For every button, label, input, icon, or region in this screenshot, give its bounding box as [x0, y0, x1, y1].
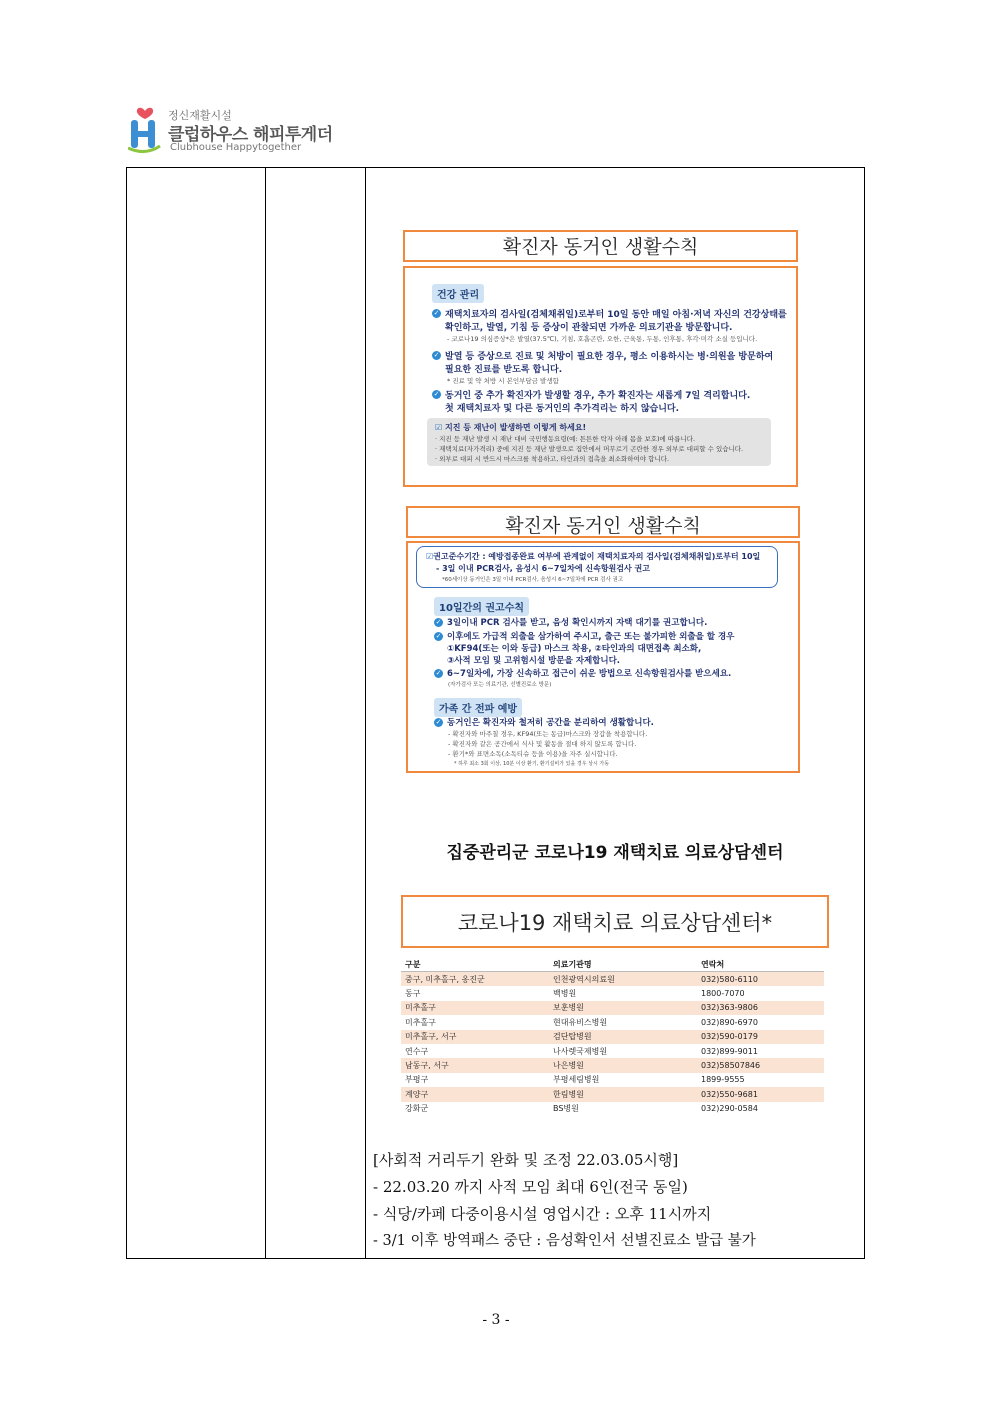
check-icon: ✓ [435, 718, 442, 726]
cell-district: 계양구 [401, 1087, 549, 1101]
cell-contact: 032)899-9011 [697, 1044, 824, 1058]
cell-institution: 한림병원 [549, 1087, 697, 1101]
cell-contact: 032)890-6970 [697, 1015, 824, 1029]
disaster-line: · 지진 등 재난 발생 시 재난 대비 국민행동요령(예: 튼튼한 탁자 아래 몸을 보호)에 따릅니다. [435, 435, 696, 443]
check-icon: ✓ [435, 669, 442, 677]
header-district: 구분 [401, 958, 549, 972]
poster1-item3-line1: 동거인 중 추가 확진자가 발생할 경우, 추가 확진자는 새롭게 7일 격리합니다. [445, 391, 751, 401]
cell-contact: 032)58507846 [697, 1058, 824, 1072]
disaster-notice-title [435, 422, 586, 433]
poster1-title: 확진자 동거인 생활수칙 [403, 230, 798, 262]
poster1-item2-sub: * 진료 및 약 처방 시 본인부담금 발생함 [447, 377, 559, 385]
table-row [401, 1073, 824, 1087]
table-row [401, 1015, 824, 1029]
cell-district: 동구 [401, 986, 549, 1000]
medical-center-table [401, 958, 824, 1116]
cell-district: 남동구, 서구 [401, 1058, 549, 1072]
poster2-panel [406, 541, 800, 773]
table-row [401, 972, 824, 987]
cell-institution: 인천광역시의료원 [549, 972, 697, 987]
cell-institution: 나은병원 [549, 1058, 697, 1072]
cell-district: 부평구 [401, 1073, 549, 1087]
header-institution: 의료기관명 [549, 958, 697, 972]
poster1-section-badge: 건강 관리 [432, 284, 484, 303]
cell-contact: 1800-7070 [697, 986, 824, 1000]
s1-item: 6~7일차에, 가장 신속하고 접근이 쉬운 방법으로 신속항원검사를 받으세요. [447, 669, 732, 679]
column-divider [265, 168, 266, 1258]
table-row [401, 986, 824, 1000]
cell-district: 미추홀구 [401, 1001, 549, 1015]
check-icon: ✓ [433, 351, 440, 359]
disaster-line: · 외부로 대피 시 반드시 마스크를 착용하고, 타인과의 접촉을 최소화하여야 합니다. [435, 455, 670, 463]
table-row [401, 1102, 824, 1116]
poster1-item2-line1: 발열 등 증상으로 진료 및 처방이 필요한 경우, 평소 이용하시는 병·의원을 방문하여 [445, 352, 774, 362]
table-row [401, 1001, 824, 1015]
cell-institution: 백병원 [549, 986, 697, 1000]
table-row [401, 1087, 824, 1101]
cell-district: 미추홀구 [401, 1015, 549, 1029]
table-header-row [401, 958, 824, 972]
section-title: 집중관리군 코로나19 재택치료 의료상담센터 [446, 843, 784, 863]
s2-item: 동거인은 확진자와 철저히 공간을 분리하여 생활합니다. [447, 718, 654, 728]
s1-item: ③사적 모임 및 고위험시설 방문을 자제합니다. [447, 656, 621, 666]
poster1-item1-line2: 확인하고, 발열, 기침 등 증상이 관찰되면 가까운 의료기관을 방문합니다. [445, 323, 733, 333]
disaster-title-text: 지진 등 재난이 발생하면 이렇게 하세요! [444, 423, 587, 432]
table-row [401, 1044, 824, 1058]
check-icon: ✓ [435, 632, 442, 640]
s1-item: 이후에도 가급적 외출을 삼가하여 주시고, 출근 또는 불가피한 외출을 할 경우 [447, 632, 735, 642]
header-contact: 연락처 [697, 958, 824, 972]
page-number: - 3 - [482, 1312, 510, 1328]
cell-contact: 032)580-6110 [697, 972, 824, 987]
note-line: - 22.03.20 까지 사적 모임 최대 6인(전국 동일) [373, 1178, 688, 1196]
cell-district: 중구, 미추홀구, 옹진군 [401, 972, 549, 987]
note-line: [사회적 거리두기 완화 및 조정 22.03.05시행] [373, 1151, 679, 1169]
s1-item: ①KF94(또는 이와 동급) 마스크 착용, ②타인과의 대면접촉 최소화, [447, 644, 702, 654]
logo-mark-icon [128, 104, 162, 154]
poster1-item3-line2: 첫 재택치료자 및 다른 동거인의 추가격리는 하지 않습니다. [445, 404, 680, 414]
poster1-panel [403, 266, 798, 487]
table-row [401, 1058, 824, 1072]
cell-institution: 부평세림병원 [549, 1073, 697, 1087]
check-icon: ✓ [433, 309, 440, 317]
check-icon: ✓ [433, 390, 440, 398]
cell-district: 미추홀구, 서구 [401, 1030, 549, 1044]
cell-institution: 현대유비스병원 [549, 1015, 697, 1029]
s2-item-sub: - 확진자와 같은 공간에서 식사 및 활동을 절대 하지 않도록 합니다. [448, 740, 637, 748]
disaster-line: · 재택치료(자가격리) 중에 지진 등 재난 발생으로 집안에서 머무르기 곤란한 경우 외부로 대피할 수 있습니다. [435, 445, 744, 453]
checkbox-icon: ☑ [435, 423, 445, 432]
notice-line2: - 3일 이내 PCR검사, 음성시 6~7일차에 신속항원검사 권고 [436, 564, 650, 573]
distancing-notes [373, 1147, 756, 1255]
logo-english: Clubhouse Happytogether [170, 142, 302, 153]
note-line: - 3/1 이후 방역패스 중단 : 음성확인서 선별진료소 발급 불가 [373, 1233, 756, 1249]
column-divider [365, 168, 366, 1258]
cell-contact: 032)363-9806 [697, 1001, 824, 1015]
logo-subtitle: 정신재활시설 [168, 109, 232, 122]
s1-item-sub: (자가검사 또는 의료기관, 선별진료소 방문) [448, 682, 552, 688]
s1-item: 3일이내 PCR 검사를 받고, 음성 확인시까지 자택 대기를 권고합니다. [447, 618, 708, 628]
notice-line1-text: 권고준수기간 : 예방접종완료 여부에 관계없이 재택치료자의 검사일(검체채취일)로부터 10일 [433, 552, 761, 561]
note-line: - 식당/카페 다중이용시설 영업시간 : 오후 11시까지 [373, 1205, 712, 1223]
cell-contact: 032)590-0179 [697, 1030, 824, 1044]
cell-district: 연수구 [401, 1044, 549, 1058]
cell-contact: 1899-9555 [697, 1073, 824, 1087]
cell-contact: 032)290-0584 [697, 1102, 824, 1116]
cell-institution: BS병원 [549, 1102, 697, 1116]
s2-item-sub: - 확진자와 마주칠 경우, KF94(또는 동급)마스크와 장갑을 착용합니다. [448, 730, 648, 738]
center-box-title: 코로나19 재택치료 의료상담센터* [401, 895, 829, 948]
cell-contact: 032)550-9681 [697, 1087, 824, 1101]
cell-institution: 검단탑병원 [549, 1030, 697, 1044]
s2-item-sub: * 하루 최소 3회 이상, 10분 이상 환기, 환기설비가 있을 경우 상시 가동 [454, 761, 610, 767]
cell-institution: 나사렛국제병원 [549, 1044, 697, 1058]
poster1-item1-line1: 재택치료자의 검사일(검체채취일)로부터 10일 동안 매일 아침·저녁 자신의 건강상태를 [445, 310, 787, 320]
poster1-item2-line2: 필요한 진료를 받도록 합니다. [445, 365, 563, 375]
notice-line1 [426, 551, 760, 562]
poster1-item1-sub: - 코로나19 의심증상*은 발열(37.5℃), 기침, 호흡곤란, 오한, 근육통, 두통, 인후통, 후각·미각 소실 등입니다. [447, 335, 758, 343]
clubhouse-logo [128, 104, 348, 156]
check-icon: ✓ [435, 618, 442, 626]
notice-sub: *60세이상 동거인은 3일 이내 PCR검사, 음성시 6~7일차에 PCR 검사 권고 [442, 577, 624, 583]
poster2-title: 확진자 동거인 생활수칙 [406, 506, 800, 538]
table-row [401, 1030, 824, 1044]
cell-institution: 보훈병원 [549, 1001, 697, 1015]
checkbox-icon: ☑ [426, 552, 434, 561]
cell-district: 강화군 [401, 1102, 549, 1116]
s2-item-sub: - 환기*와 표면소독(소독티슈 등을 이용)을 자주 실시합니다. [448, 750, 618, 758]
logo-name: 클럽하우스 해피투게더 [168, 125, 333, 145]
poster2-section1-badge: 10일간의 권고수칙 [434, 597, 529, 616]
poster2-section2-badge: 가족 간 전파 예방 [434, 698, 522, 717]
